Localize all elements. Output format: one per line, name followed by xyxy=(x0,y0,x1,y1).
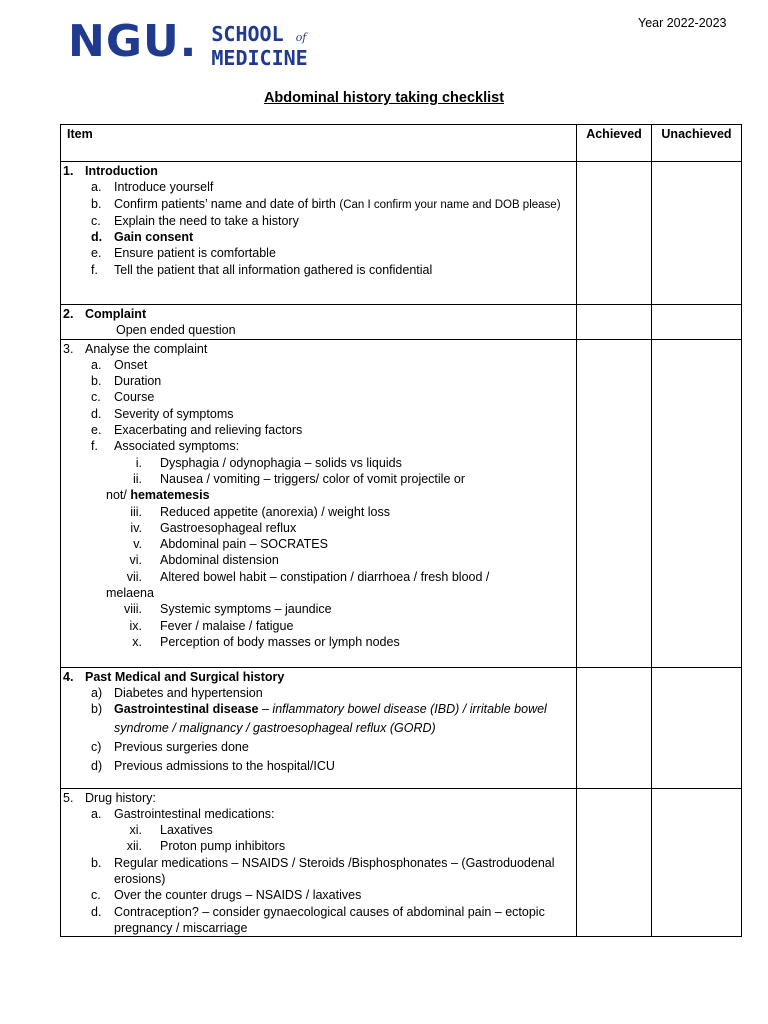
checklist-item: Introduce yourself xyxy=(114,180,214,195)
checklist-item: Severity of symptoms xyxy=(114,406,234,421)
list-marker: d) xyxy=(91,758,103,773)
checklist-item: Diabetes and hypertension xyxy=(114,685,263,700)
checklist-item: Previous admissions to the hospital/ICU xyxy=(114,758,335,773)
checklist-item: Exacerbating and relieving factors xyxy=(114,423,303,438)
checklist-item-cont: pregnancy / miscarriage xyxy=(114,920,248,935)
checklist-item-bold: Gastrointestinal disease xyxy=(114,702,259,717)
logo-ngu-text: NGU. xyxy=(68,16,198,67)
table-row-drug-history xyxy=(61,788,742,937)
achieved-cell[interactable] xyxy=(577,339,652,667)
checklist-item: Onset xyxy=(114,357,148,372)
symptom-item: Dysphagia / odynophagia – solids vs liquids xyxy=(160,455,402,470)
checklist-item: Ensure patient is comfortable xyxy=(114,246,276,261)
list-marker: d. xyxy=(91,406,102,421)
list-marker: e. xyxy=(91,246,102,261)
table-row-past-medical-history xyxy=(61,667,742,788)
list-marker: a. xyxy=(91,180,102,195)
list-marker: c. xyxy=(91,390,101,405)
table-header-row xyxy=(61,125,742,162)
list-marker: vi. xyxy=(129,553,142,568)
section-number: 1. xyxy=(63,164,74,178)
list-marker: d. xyxy=(91,230,103,245)
logo-school-text: SCHOOL xyxy=(211,22,284,46)
list-marker: d. xyxy=(91,904,102,919)
list-marker: f. xyxy=(91,262,98,277)
list-marker: a. xyxy=(91,357,102,372)
symptom-item: Fever / malaise / fatigue xyxy=(160,618,294,633)
table-row-introduction xyxy=(61,162,742,305)
checklist-item: Gain consent xyxy=(114,230,194,245)
list-marker: a) xyxy=(91,685,103,700)
checklist-item-cont: erosions) xyxy=(114,872,166,887)
checklist-item-italic-cont: syndrome / malignancy / gastroesophageal reflux (GORD) xyxy=(114,720,436,735)
symptom-item: Abdominal distension xyxy=(160,553,279,568)
unachieved-cell[interactable] xyxy=(652,667,742,788)
checklist-item: Regular medications – NSAIDS / Steroids /Bisphosphonates – (Gastroduodenal xyxy=(114,855,555,870)
checklist-item: Associated symptoms: xyxy=(114,439,240,454)
list-marker: iii. xyxy=(130,504,142,519)
list-marker: b. xyxy=(91,374,102,389)
logo-medicine-text: MEDICINE xyxy=(211,46,308,70)
list-marker: c. xyxy=(91,213,101,228)
medication-item: Laxatives xyxy=(160,823,213,838)
section-title: Introduction xyxy=(85,164,158,178)
section-number: 4. xyxy=(63,669,74,684)
symptom-item: Perception of body masses or lymph nodes xyxy=(160,634,400,649)
checklist-table xyxy=(60,124,742,937)
checklist-item-italic: inflammatory bowel disease (IBD) / irritable bowel xyxy=(272,702,547,717)
section-title: Past Medical and Surgical history xyxy=(85,669,285,684)
col-header-achieved: Achieved xyxy=(577,125,652,162)
list-marker: b. xyxy=(91,855,102,870)
unachieved-cell[interactable] xyxy=(652,339,742,667)
unachieved-cell[interactable] xyxy=(652,162,742,305)
list-marker: c) xyxy=(91,739,102,754)
checklist-item: Duration xyxy=(114,374,162,389)
section-number: 2. xyxy=(63,307,74,321)
list-marker: xi. xyxy=(129,823,142,838)
achieved-cell[interactable] xyxy=(577,788,652,937)
symptom-item: Reduced appetite (anorexia) / weight loss xyxy=(160,504,390,519)
section-title: Complaint xyxy=(85,307,147,321)
checklist-item: Previous surgeries done xyxy=(114,739,249,754)
checklist-item: Gastrointestinal medications: xyxy=(114,806,275,821)
list-marker: b) xyxy=(91,702,103,717)
list-marker: e. xyxy=(91,423,102,438)
list-marker: a. xyxy=(91,806,102,821)
list-marker: xii. xyxy=(126,839,142,854)
logo-of-text: of xyxy=(295,31,307,44)
logo-school-of-medicine xyxy=(211,24,307,68)
checklist-item: Tell the patient that all information gathered is confidential xyxy=(114,262,433,277)
col-header-unachieved: Unachieved xyxy=(652,125,742,162)
symptom-item-cont: melaena xyxy=(106,586,154,601)
checklist-item: Contraception? – consider gynaecological causes of abdominal pain – ectopic xyxy=(114,904,545,919)
table-row-complaint xyxy=(61,305,742,340)
achieved-cell[interactable] xyxy=(577,162,652,305)
list-marker: c. xyxy=(91,888,101,903)
list-marker: iv. xyxy=(130,520,142,535)
list-marker: ix. xyxy=(129,618,142,633)
ngu-logo xyxy=(68,16,308,70)
col-header-item: Item xyxy=(61,125,577,162)
symptom-item: Abdominal pain – SOCRATES xyxy=(160,537,328,552)
section-number: 5. xyxy=(63,790,74,805)
list-marker: i. xyxy=(135,455,142,470)
section-title: Analyse the complaint xyxy=(85,341,208,356)
symptom-item-cont: not/ xyxy=(106,488,127,503)
symptom-item-bold: hematemesis xyxy=(130,488,210,503)
list-marker: vii. xyxy=(126,569,142,584)
checklist-item-note: (Can I confirm your name and DOB please) xyxy=(339,198,561,211)
checklist-item: Over the counter drugs – NSAIDS / laxatives xyxy=(114,888,362,903)
section-title: Drug history: xyxy=(85,790,156,805)
symptom-item: Gastroesophageal reflux xyxy=(160,520,297,535)
unachieved-cell[interactable] xyxy=(652,305,742,340)
dash-separator: – xyxy=(258,702,273,717)
list-marker: viii. xyxy=(123,602,142,617)
list-marker: ii. xyxy=(132,471,142,486)
table-row-analyse-complaint xyxy=(61,339,742,667)
list-marker: b. xyxy=(91,196,102,211)
list-marker: v. xyxy=(133,537,142,552)
section-number: 3. xyxy=(63,341,74,356)
medication-item: Proton pump inhibitors xyxy=(160,839,286,854)
list-marker: f. xyxy=(91,439,98,454)
symptom-item: Altered bowel habit – constipation / diarrhoea / fresh blood / xyxy=(160,569,490,584)
checklist-item: Course xyxy=(114,390,155,405)
achieved-cell[interactable] xyxy=(577,305,652,340)
academic-year: Year 2022-2023 xyxy=(638,16,727,30)
checklist-item: Open ended question xyxy=(116,323,236,338)
symptom-item: Systemic symptoms – jaundice xyxy=(160,602,332,617)
checklist-item: Confirm patients’ name and date of birth xyxy=(114,196,336,211)
achieved-cell[interactable] xyxy=(577,667,652,788)
symptom-item: Nausea / vomiting – triggers/ color of vomit projectile or xyxy=(160,471,465,486)
unachieved-cell[interactable] xyxy=(652,788,742,937)
list-marker: x. xyxy=(132,634,142,649)
page-title: Abdominal history taking checklist xyxy=(263,90,505,106)
checklist-item: Explain the need to take a history xyxy=(114,213,299,228)
